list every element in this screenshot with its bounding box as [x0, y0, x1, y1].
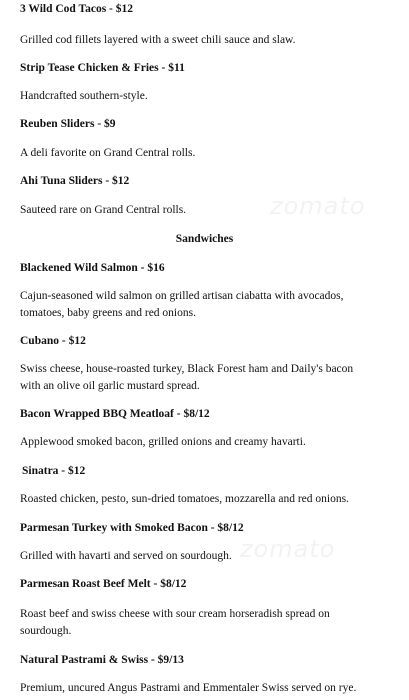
menu-item-description: Applewood smoked bacon, grilled onions and creamy havarti.: [20, 436, 306, 448]
menu-item-description: Swiss cheese, house-roasted turkey, Black Forest ham and Daily's bacon: [20, 363, 354, 375]
menu-item-title: Parmesan Roast Beef Melt - $8/12: [20, 578, 187, 590]
menu-item-description: A deli favorite on Grand Central rolls.: [20, 147, 196, 159]
menu-item-title: Reuben Sliders - $9: [20, 118, 116, 130]
menu-item-title: Strip Tease Chicken & Fries - $11: [20, 62, 185, 74]
menu-item-description: Sauteed rare on Grand Central rolls.: [20, 204, 187, 216]
menu-item-description: Roast beef and swiss cheese with sour cream horseradish spread on: [20, 608, 330, 620]
menu-item-title: Parmesan Turkey with Smoked Bacon - $8/12: [20, 522, 244, 534]
menu-item-description: Grilled cod fillets layered with a sweet chili sauce and slaw.: [20, 34, 296, 46]
menu-item-description: with an olive oil garlic mustard spread.: [20, 380, 200, 392]
menu-item-description: Grilled with havarti and served on sourdough.: [20, 550, 232, 562]
menu-item-title: Natural Pastrami & Swiss - $9/13: [20, 654, 184, 666]
menu-item-description: Roasted chicken, pesto, sun-dried tomatoes, mozzarella and red onions.: [20, 493, 349, 505]
menu-item-title: Sinatra - $12: [22, 465, 86, 477]
menu-item-title: Blackened Wild Salmon - $16: [20, 262, 165, 274]
menu-item-description: Premium, uncured Angus Pastrami and Emmentaler Swiss served on rye.: [20, 682, 357, 694]
menu-item-description: tomatoes, baby greens and red onions.: [20, 307, 196, 319]
menu-item-title: Bacon Wrapped BBQ Meatloaf - $8/12: [20, 408, 210, 420]
section-heading: Sandwiches: [175, 233, 234, 245]
menu-item-description: Cajun-seasoned wild salmon on grilled artisan ciabatta with avocados,: [20, 290, 344, 302]
watermark-logo: zomato: [240, 535, 336, 563]
menu-item-title: 3 Wild Cod Tacos - $12: [20, 3, 134, 15]
menu-item-title: Cubano - $12: [20, 335, 86, 347]
menu-item-title: Ahi Tuna Sliders - $12: [20, 175, 130, 187]
watermark-logo: zomato: [270, 192, 366, 220]
menu-item-description: Handcrafted southern-style.: [20, 90, 148, 102]
menu-item-description: sourdough.: [20, 625, 72, 637]
